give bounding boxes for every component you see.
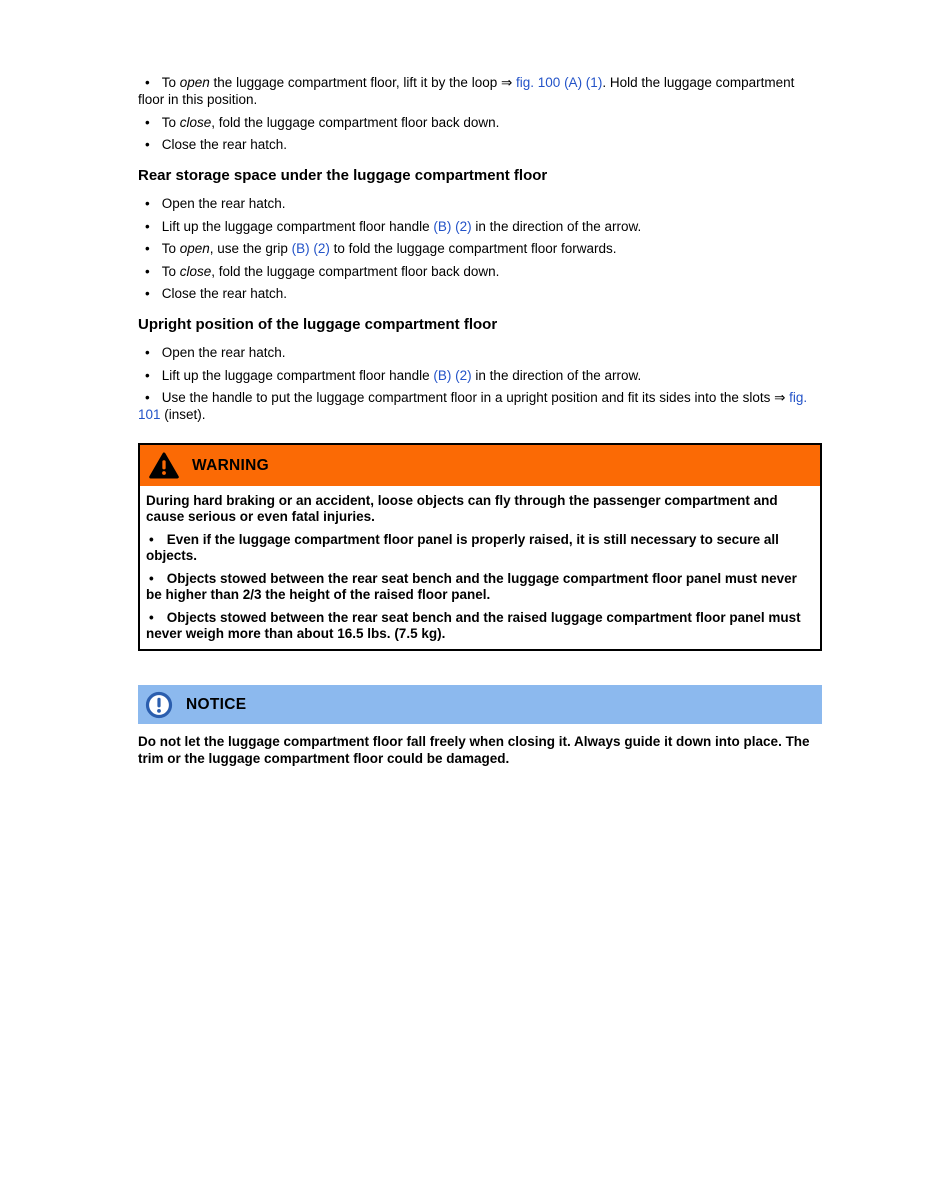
list-item-text: [162, 264, 500, 279]
figure-link[interactable]: fig. 100 (A) (1): [516, 75, 603, 90]
bullet-marker: •: [149, 571, 154, 586]
text-segment: Lift up the luggage compartment floor handle: [161, 367, 434, 383]
list-item-text: [162, 219, 642, 234]
list-item-text: [162, 115, 500, 130]
text-segment: . Hold the luggage compartment floor in this position.: [138, 75, 795, 107]
list-item-text: [162, 345, 286, 360]
text-segment: in the direction of the arrow.: [471, 367, 642, 383]
bullet-marker: •: [149, 532, 154, 547]
section-heading: Rear storage space under the luggage compartment floor: [138, 167, 548, 184]
list-item: [138, 195, 822, 212]
text-segment: To: [161, 241, 180, 256]
notice-header: [138, 685, 822, 724]
list-item: [138, 263, 822, 280]
section-rear-storage: [138, 166, 822, 302]
list-item-text: [162, 368, 642, 383]
list-item: [146, 571, 814, 603]
bullet-marker: •: [145, 263, 150, 279]
bullet-marker: •: [149, 610, 154, 625]
list-item-text: [138, 75, 794, 107]
bullet-marker: •: [145, 367, 150, 383]
bullet-marker: •: [145, 390, 150, 405]
text-segment: , fold the luggage compartment floor back down.: [211, 114, 500, 130]
figure-link[interactable]: fig. 101: [138, 390, 808, 422]
text-segment: open: [179, 75, 210, 90]
section-upright-position: [138, 315, 822, 423]
bullet-marker: •: [145, 114, 150, 130]
list-item-text: [138, 390, 807, 422]
warning-triangle-icon: [149, 452, 179, 479]
figure-link[interactable]: (B) (2): [433, 218, 472, 234]
text-segment: To: [161, 263, 180, 279]
list-item: [146, 532, 814, 564]
warning-box-body: [140, 486, 820, 649]
bullet-marker: •: [145, 241, 150, 256]
warning-box: [138, 443, 822, 651]
notice-body-text: Do not let the luggage compartment floor fall freely when closing it. Always guide it down into place. The trim or the luggage compartment floor could be damaged.: [138, 734, 810, 766]
notice-section: [138, 685, 822, 767]
list-item: [138, 136, 822, 153]
intro-bullet-list: [138, 74, 822, 153]
text-segment: (inset).: [160, 407, 206, 422]
list-item: [138, 218, 822, 235]
list-item: [138, 389, 822, 423]
text-segment: Open the rear hatch.: [161, 345, 286, 360]
list-item-text: [162, 241, 617, 256]
section-heading: Upright position of the luggage compartment floor: [138, 316, 498, 333]
text-segment: To: [161, 75, 180, 90]
bullet-marker: •: [145, 75, 150, 90]
text-segment: Lift up the luggage compartment floor handle: [161, 218, 434, 234]
notice-exclamation-icon: [145, 691, 173, 719]
bullet-marker: •: [145, 196, 150, 211]
figure-link[interactable]: (B) (2): [433, 367, 472, 383]
text-segment: Close the rear hatch.: [161, 286, 288, 301]
text-segment: to fold the luggage compartment floor forwards.: [329, 241, 617, 256]
bullet-marker: •: [145, 345, 150, 360]
text-segment: in the direction of the arrow.: [471, 218, 642, 234]
bullet-marker: •: [145, 137, 150, 152]
list-item-text: [162, 196, 286, 211]
list-item: [138, 74, 822, 108]
figure-link[interactable]: (B) (2): [291, 241, 330, 256]
text-segment: To: [161, 114, 180, 130]
list-item: [138, 344, 822, 361]
list-item-text: [162, 286, 287, 301]
bullet-marker: •: [145, 286, 150, 301]
list-item: [138, 114, 822, 131]
warning-label: WARNING: [192, 457, 270, 474]
list-item-text: Objects stowed between the rear seat bench and the raised luggage compartment floor panel must never weigh more than about 16.5 lbs. (7.5 kg).: [146, 610, 801, 641]
list-item-text: [162, 137, 287, 152]
list-item: [138, 285, 822, 302]
bullet-marker: •: [145, 218, 150, 234]
text-segment: Open the rear hatch.: [161, 196, 286, 211]
text-segment: the luggage compartment floor, lift it by the loop ⇒: [209, 75, 517, 90]
list-item: [138, 240, 822, 257]
notice-label: NOTICE: [186, 696, 247, 713]
text-segment: close: [179, 263, 212, 279]
text-segment: close: [179, 114, 212, 130]
page-content: [138, 74, 822, 767]
text-segment: , fold the luggage compartment floor back down.: [211, 263, 500, 279]
text-segment: open: [179, 241, 210, 256]
text-segment: Close the rear hatch.: [161, 137, 288, 152]
text-segment: , use the grip: [209, 241, 292, 256]
warning-lead-text: During hard braking or an accident, loose objects can fly through the passenger compartment and cause serious or even fatal injuries.: [146, 493, 778, 524]
list-item: [138, 367, 822, 384]
list-item-text: Objects stowed between the rear seat bench and the luggage compartment floor panel must never be higher than 2/3 the height of the raised floor panel.: [146, 571, 797, 602]
text-segment: Use the handle to put the luggage compartment floor in a upright position and fit its sides into the slots ⇒: [161, 390, 790, 405]
warning-box-header: [140, 445, 820, 486]
list-item-text: Even if the luggage compartment floor panel is properly raised, it is still necessary to secure all objects.: [146, 532, 779, 563]
list-item: [146, 610, 814, 642]
